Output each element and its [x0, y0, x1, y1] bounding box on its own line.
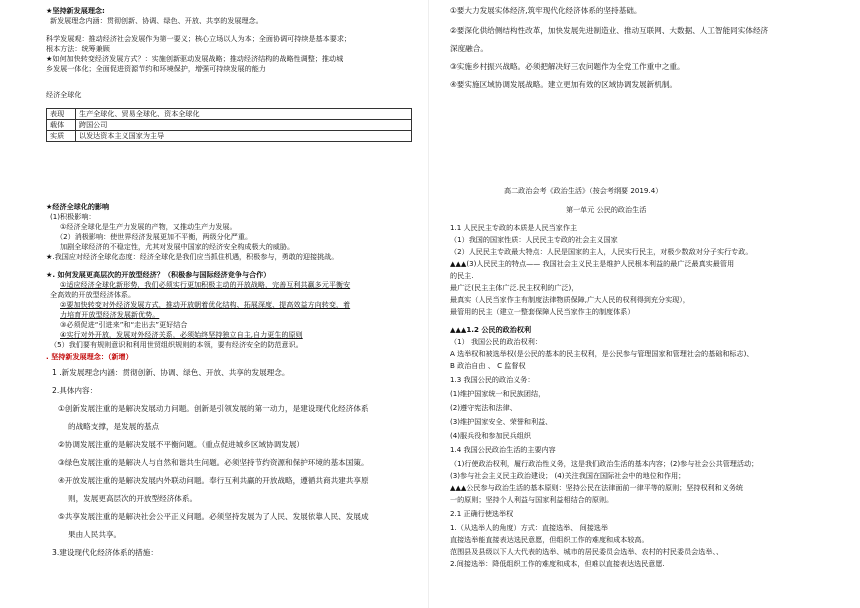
- text-line: 全高效的开放型经济体系。: [50, 290, 136, 299]
- table-cell-value: 跨国公司: [76, 120, 412, 131]
- text-line: 1.（从选举人的角度）方式：直接选举、 间接选举: [450, 523, 608, 532]
- table-cell-key: 载体: [47, 120, 76, 131]
- column-divider: [428, 0, 429, 608]
- text-line: ▲▲▲1.2 公民的政治权利: [450, 325, 532, 334]
- text-line: A 选举权和被选举权(是公民的基本的民主权利，是公民参与管理国家和管理社会的基础和标志)、: [450, 349, 754, 358]
- text-line: ▲▲▲公民参与政治生活的基本原则：坚持公民在法律面前一律平等的原则；坚持权利和义务统: [450, 483, 744, 492]
- text-line: ⑤共享发展注重的是解决社会公平正义问题。必须坚持发展为了人民、发展依靠人民、发展成: [58, 512, 369, 521]
- text-line: 1.3 我国公民的政治义务：: [450, 375, 535, 384]
- unit-title: 第一单元 公民的政治生活: [566, 205, 647, 214]
- text-line: ①要大力发展实体经济,筑牢现代化经济体系的坚持基础。: [450, 6, 642, 15]
- text-line: 1 .新发展理念内涵：贯彻创新、协调、绿色、开放、共享的发展理念。: [52, 368, 290, 377]
- text-line: ★经济全球化的影响: [46, 202, 110, 211]
- text-line: (3)维护国家安全、荣誉和利益、: [450, 417, 553, 426]
- globalization-table: [46, 108, 412, 142]
- text-line: （1） 我国公民的政治权利：: [450, 337, 542, 346]
- table-cell-key: 表现: [47, 109, 76, 120]
- text-line: （1）我国的国家性质：人民民主专政的社会主义国家: [450, 235, 618, 244]
- text-line: ①经济全球化是生产力发展的产物，又推动生产力发展。: [60, 222, 237, 231]
- text-line: ①适应经济全球化新形势，我们必须实行更加积极主动的开放战略，完善互利共赢多元平衡安: [60, 280, 351, 289]
- text-line: 1.4 我国公民政治生活的主要内容: [450, 445, 556, 454]
- document-title: 高二政治会考《政治生活》（按会考纲要 2019.4）: [504, 186, 663, 195]
- text-line: 的民主.: [450, 271, 474, 280]
- text-line: 的战略支撑，是发展的基点: [68, 422, 160, 431]
- text-line: ③绿色发展注重的是解决人与自然和谐共生问题。必须坚持节约资源和保护环境的基本国策。: [58, 458, 369, 467]
- text-line: ★如何加快转变经济发展方式？：实施创新驱动发展战略；推动经济结构的战略性调整；推动城: [46, 54, 344, 63]
- section-heading: 经济全球化: [46, 90, 82, 99]
- text-line: (1)维护国家统一和民族团结，: [450, 389, 546, 398]
- table-row: [47, 109, 412, 120]
- text-line: 果由人民共享。: [68, 530, 122, 539]
- text-line: 乡发展一体化；全面促进资源节约和环境保护，增强可持续发展的能力: [46, 64, 266, 73]
- text-line: ③实施乡村振兴战略。必须把解决好三农问题作为全党工作重中之重。: [450, 62, 685, 71]
- text-line: （2）人民民主专政最大特点：人民是国家的主人，人民实行民主，对极少数敌对分子实行专政。: [450, 247, 753, 256]
- text-line: ④开放发展注重的是解决发展内外联动问题。奉行互利共赢的开放战略，遵循共商共建共享原: [58, 476, 369, 485]
- text-line: 最管用的民主（建立一整套保障人民当家作主的制度体系）: [450, 307, 635, 316]
- text-line: B 政治自由 、 C 监督权: [450, 361, 526, 370]
- table-cell-key: 实质: [47, 131, 76, 142]
- text-line: ②协调发展注重的是解决发展不平衡问题。（重点促进城乡区域协调发展）: [58, 440, 305, 449]
- text-line: （1)行使政治权利，履行政治性义务，这是我们政治生活的基本内容；(2)参与社会公共管理活动；: [450, 459, 759, 468]
- text-line: 科学发展观：推动经济社会发展作为第一要义；核心立场以人为本；全面协调可持续是基本要求；: [46, 34, 352, 43]
- text-line: ★.我国应对经济全球化态度：经济全球化是我们应当抓住机遇，积极参与，勇敢的迎接挑战。: [46, 252, 339, 261]
- text-line: 2.具体内容：: [52, 386, 98, 395]
- section-heading-new: . 坚持新发展理念：（新增）: [46, 352, 133, 361]
- text-line: (4)服兵役和参加民兵组织: [450, 431, 531, 440]
- table-cell-value: 生产全球化、贸易全球化、资本全球化: [76, 109, 412, 120]
- text-line: (1)积极影响：: [50, 212, 96, 221]
- text-line: 范围县及县级以下人大代表的选举、城市的居民委员会选举、农村的村民委员会选举、、: [450, 547, 724, 556]
- text-line: 新发展理念内涵：贯彻创新、协调、绿色、开放、共享的发展理念。: [50, 16, 263, 25]
- table-cell-value: 以发达资本主义国家为主导: [76, 131, 412, 142]
- text-line: 根本方法：统筹兼顾: [46, 44, 110, 53]
- text-line: 2.1 正确行使选举权: [450, 509, 514, 518]
- text-line: 1.1 人民民主专政的本质是人民当家作主: [450, 223, 578, 232]
- text-line: 深度融合。: [450, 44, 488, 53]
- text-line: 则，发展更高层次的开放型经济体系。: [68, 494, 198, 503]
- text-line: 3.建设现代化经济体系的措施：: [52, 548, 158, 557]
- text-line: 直接选举能直接表达选民意愿，但组织工作的难度和成本较高。: [450, 535, 649, 544]
- text-line: （5）我们要有规则意识和利用世贸组织规则的本领，要有经济安全的防范意识。: [50, 340, 303, 349]
- text-line: ②要深化供给侧结构性改革，加快发展先进制造业、推动互联网、大数据、人工智能同实体经济: [450, 26, 769, 35]
- text-line: ★坚持新发展理念:: [46, 6, 105, 15]
- text-line: （2）消极影响：使世界经济发展更加不平衡，两级分化严重。: [56, 232, 253, 241]
- text-line: ②要加快转变对外经济发展方式，推动开放朝着优化结构、拓展深度、提高效益方向转变，着: [60, 300, 351, 309]
- text-line: (2)遵守宪法和法律、: [450, 403, 517, 412]
- text-line: 最真实（人民当家作主有制度法律物质保障,广大人民的权利得到充分实现），: [450, 295, 690, 304]
- table-row: [47, 120, 412, 131]
- text-line: ④要实施区域协调发展战略。建立更加有效的区域协调发展新机制。: [450, 80, 678, 89]
- table-row: [47, 131, 412, 142]
- text-line: ①创新发展注重的是解决发展动力问题。创新是引领发展的第一动力，是建设现代化经济体系: [58, 404, 369, 413]
- text-line: 2.间接选举：降低组织工作的难度和成本，但难以直接表达选民意愿.: [450, 559, 665, 568]
- text-line: ★. 如何发展更高层次的开放型经济？（积极参与国际经济竞争与合作）: [46, 270, 271, 279]
- text-line: 一的原则；坚持个人利益与国家利益相结合的原则。: [450, 495, 614, 504]
- text-line: ▲▲▲(3)人民民主的特点—— 我国社会主义民主是维护人民根本利益的最广泛最真实最管用: [450, 259, 735, 268]
- text-line: ④实行对外开放，发展对外经济关系，必须始终坚持独立自主,自力更生的原则: [60, 330, 303, 339]
- text-line: (3)参与社会主义民主政治建设； (4)关注我国在国际社会中的地位和作用；: [450, 471, 686, 480]
- text-line: 加剧全球经济的不稳定性，尤其对发展中国家的经济安全构成极大的威胁。: [60, 242, 295, 251]
- text-line: 力培育开放型经济发展新优势。: [60, 310, 160, 319]
- text-line: ③必须促进“引进来”和“走出去”更好结合: [60, 320, 188, 329]
- text-line: 最广泛(民主主体广泛.民主权利的广泛)，: [450, 283, 579, 292]
